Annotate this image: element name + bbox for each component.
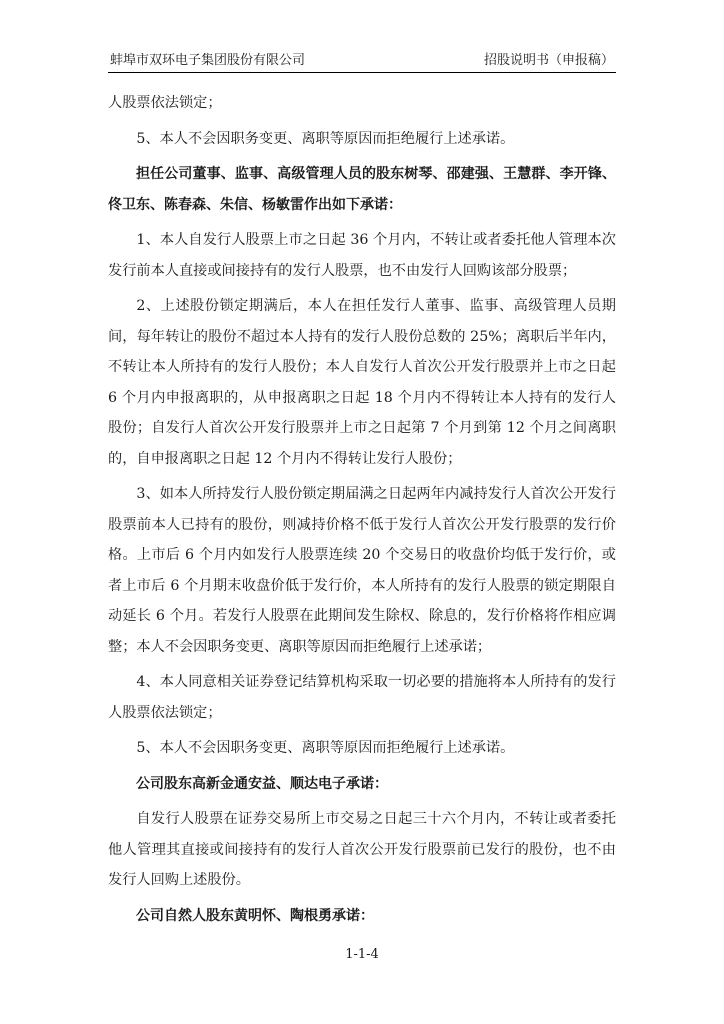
document-body — [108, 88, 616, 936]
page-number: 1-1-4 — [345, 947, 379, 962]
paragraph-item-5-repeat: 5、本人不会因职务变更、离职等原因而拒绝履行上述承诺。 — [136, 740, 515, 756]
paragraph-item-4: 4、本人同意相关证券登记结算机构采取一切必要的措施将本人所持有的发行人股票依法锁定； — [108, 674, 616, 721]
paragraph-item-2: 2、上述股份锁定期满后，本人在担任发行人董事、监事、高级管理人员期间，每年转让的股份不超过本人持有的发行人股份总数的 25%；离职后半年内，不转让本人所持有的发行人股份；本人自发行人首次公开发行股票并上市之日起 6 个月内申报离职的，从申报离职之日起 18 个月内不得转让本人持有的发行人股份；自发行人首次公开发行股票并上市之日起第 7 个月到第 12 个月之间离职的，自申报离职之日起 12 个月内不得转让发行人股份； — [108, 298, 616, 467]
paragraph-item-1: 1、本人自发行人股票上市之日起 36 个月内，不转让或者委托他人管理本次发行前本人直接或间接持有的发行人股票，也不由发行人回购该部分股票； — [108, 232, 616, 279]
header-document-title: 招股说明书（申报稿） — [483, 53, 614, 68]
paragraph-continuation: 人股票依法锁定； — [108, 95, 222, 111]
paragraph-item-3: 3、如本人所持发行人股份锁定期届满之日起两年内减持发行人首次公开发行股票前本人已持有的股份，则减持价格不低于发行人首次公开发行股票的发行价格。上市后 6 个月内如发行人股票连续 20 个交易日的收盘价均低于发行价，或者上市后 6 个月期末收盘价低于发行价，本人所持有的发行人股票的锁定期限自动延长 6 个月。若发行人股票在此期间发生除权、除息的，发行价格将作相应调整；本人不会因职务变更、离职等原因而拒绝履行上述承诺； — [108, 486, 616, 655]
page-header — [108, 50, 616, 73]
section-heading-corporate-shareholders: 公司股东高新金通安益、顺达电子承诺： — [136, 775, 388, 792]
section-heading-individual-shareholders: 公司自然人股东黄明怀、陶根勇承诺： — [136, 907, 374, 924]
paragraph-item-5: 5、本人不会因职务变更、离职等原因而拒绝履行上述承诺。 — [136, 130, 515, 147]
paragraph-corporate-commitment: 自发行人股票在证券交易所上市交易之日起三十六个月内，不转让或者委托他人管理其直接或间接持有的发行人首次公开发行股票前已发行的股份，也不由发行人回购上述股份。 — [108, 811, 616, 888]
header-company-name: 蚌埠市双环电子集团股份有限公司 — [110, 53, 306, 68]
section-heading-directors: 担任公司董事、监事、高级管理人员的股东树琴、邵建强、王慧群、李开锋、佟卫东、陈春森、朱信、杨敏雷作出如下承诺： — [108, 166, 616, 213]
